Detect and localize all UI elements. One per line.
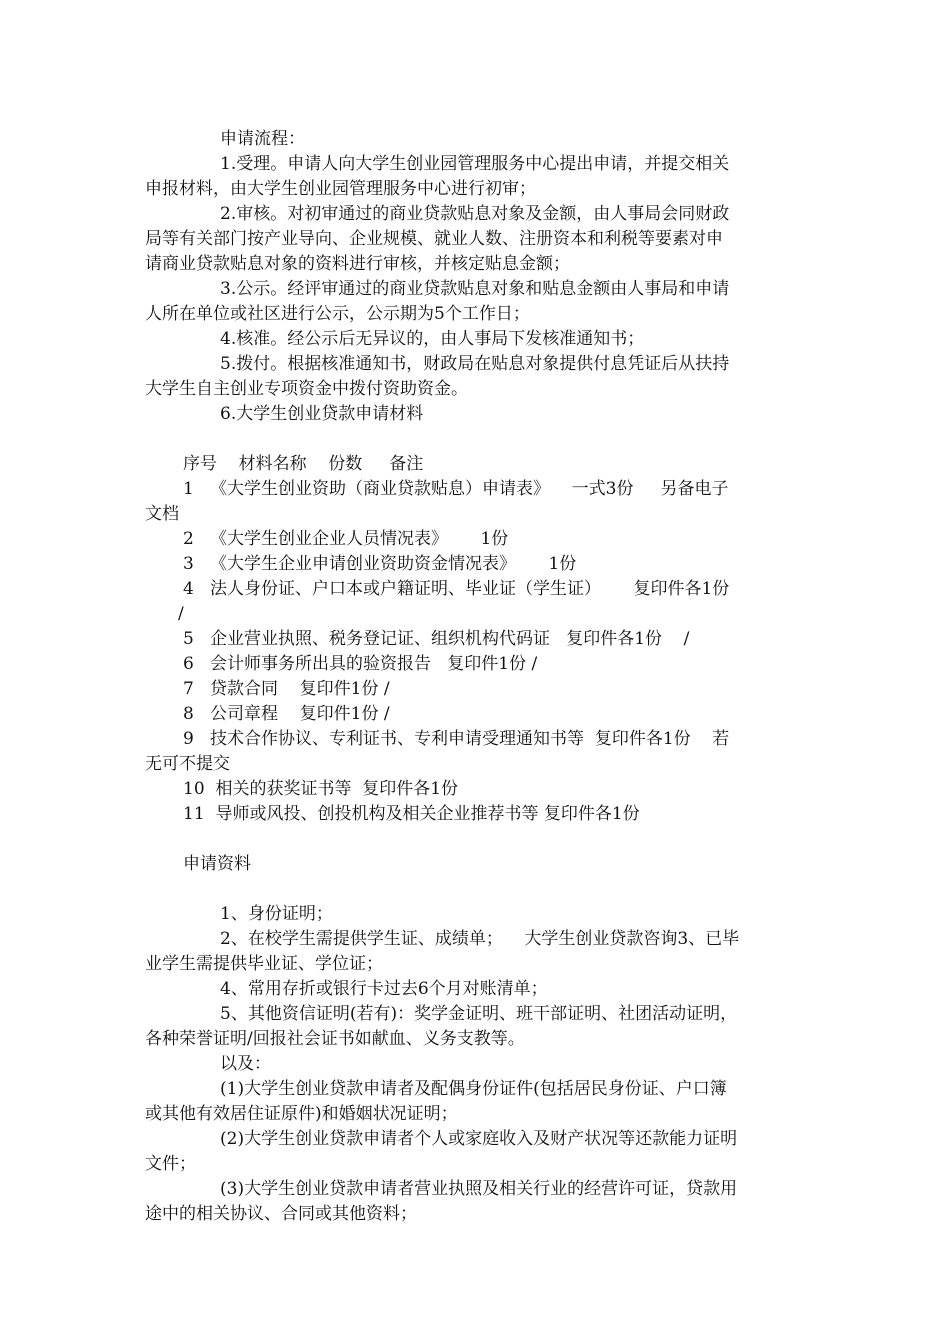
table-row-4-line-1: 4 法人身份证、户口本或户籍证明、毕业证（学生证） 复印件各1份 [183, 579, 730, 599]
item-2-line-1: (2)大学生创业贷款申请者个人或家庭收入及财产状况等还款能力证明 [220, 1129, 738, 1149]
table-row-2: 2 《大学生创业企业人员情况表》 1份 [183, 529, 509, 549]
material-5-line-1: 5、其他资信证明(若有)：奖学金证明、班干部证明、社团活动证明， [220, 1004, 738, 1024]
step-4: 4.核准。经公示后无异议的，由人事局下发核准通知书； [220, 329, 645, 349]
table-row-9-line-2: 无可不提交 [145, 754, 230, 774]
table-row-11: 11 导师或风投、创投机构及相关企业推荐书等 复印件各1份 [183, 804, 640, 824]
table-row-8: 8 公司章程 复印件1份 / [183, 704, 390, 724]
table-row-5: 5 企业营业执照、税务登记证、组织机构代码证 复印件各1份 / [183, 629, 690, 649]
step-1-line-2: 申报材料，由大学生创业园管理服务中心进行初审； [145, 179, 536, 199]
table-row-6: 6 会计师事务所出具的验资报告 复印件1份 / [183, 654, 538, 674]
material-1: 1、身份证明； [220, 904, 333, 924]
step-5-line-1: 5.拨付。根据核准通知书，财政局在贴息对象提供付息凭证后从扶持 [220, 354, 730, 374]
table-row-3: 3 《大学生企业申请创业资助资金情况表》 1份 [183, 554, 577, 574]
table-header: 序号 材料名称 份数 备注 [183, 454, 424, 474]
table-row-7: 7 贷款合同 复印件1份 / [183, 679, 390, 699]
material-2-line-2: 业学生需提供毕业证、学位证； [145, 954, 383, 974]
also-label: 以及： [220, 1054, 271, 1074]
table-row-1-line-1: 1 《大学生创业资助（商业贷款贴息）申请表》 一式3份 另备电子 [183, 479, 729, 499]
material-4: 4、常用存折或银行卡过去6个月对账清单； [220, 979, 548, 999]
step-2-line-2: 局等有关部门按产业导向、企业规模、就业人数、注册资本和利税等要素对申 [145, 229, 723, 249]
step-2-line-1: 2.审核。对初审通过的商业贷款贴息对象及金额，由人事局会同财政 [220, 204, 730, 224]
item-1-line-1: (1)大学生创业贷款申请者及配偶身份证件(包括居民身份证、户口簿 [220, 1079, 727, 1099]
table-row-4-line-2: / [178, 604, 184, 624]
step-3-line-1: 3.公示。经评审通过的商业贷款贴息对象和贴息金额由人事局和申请 [220, 279, 730, 299]
step-5-line-2: 大学生自主创业专项资金中拨付资助资金。 [145, 379, 468, 399]
item-3-line-2: 途中的相关协议、合同或其他资料； [145, 1204, 417, 1224]
item-1-line-2: 或其他有效居住证原件)和婚姻状况证明； [145, 1104, 458, 1124]
item-2-line-2: 文件； [145, 1154, 196, 1174]
step-2-line-3: 请商业贷款贴息对象的资料进行审核，并核定贴息金额； [145, 254, 570, 274]
materials-heading: 申请资料 [183, 854, 251, 874]
table-row-1-line-2: 文档 [145, 504, 179, 524]
step-3-line-2: 人所在单位或社区进行公示，公示期为5个工作日； [145, 304, 530, 324]
table-row-9-line-1: 9 技术合作协议、专利证书、专利申请受理通知书等 复印件各1份 若 [183, 729, 730, 749]
material-2-line-1: 2、在校学生需提供学生证、成绩单； 大学生创业贷款咨询3、已毕 [220, 929, 740, 949]
material-5-line-2: 各种荣誉证明/回报社会证书如献血、义务支教等。 [145, 1029, 525, 1049]
step-6: 6.大学生创业贷款申请材料 [220, 404, 424, 424]
item-3-line-1: (3)大学生创业贷款申请者营业执照及相关行业的经营许可证，贷款用 [220, 1179, 738, 1199]
step-1-line-1: 1.受理。申请人向大学生创业园管理服务中心提出申请，并提交相关 [220, 154, 730, 174]
process-heading: 申请流程： [220, 129, 305, 149]
table-row-10: 10 相关的获奖证书等 复印件各1份 [183, 779, 459, 799]
